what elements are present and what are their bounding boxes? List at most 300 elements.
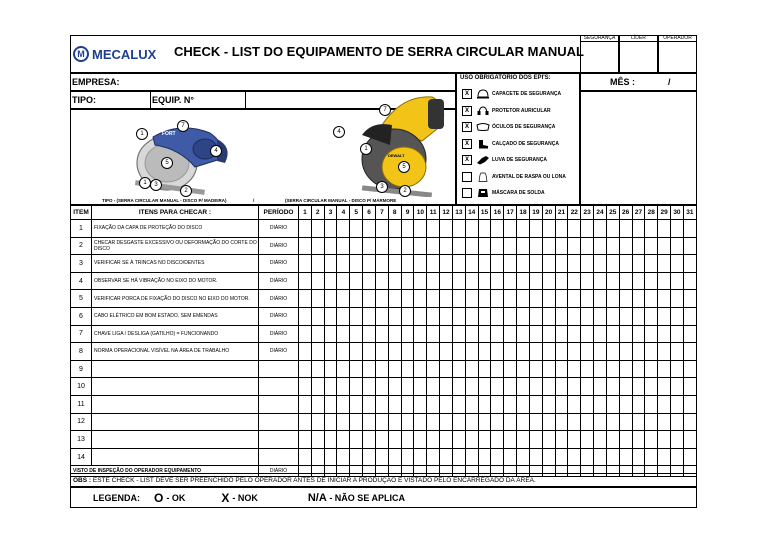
day-check-cell[interactable] <box>311 307 324 325</box>
day-check-cell[interactable] <box>478 220 491 238</box>
day-check-cell[interactable] <box>542 307 555 325</box>
day-check-cell[interactable] <box>363 395 376 413</box>
day-check-cell[interactable] <box>350 413 363 431</box>
day-check-cell[interactable] <box>375 378 388 396</box>
day-check-cell[interactable] <box>452 378 465 396</box>
day-check-cell[interactable] <box>324 290 337 308</box>
day-check-cell[interactable] <box>517 378 530 396</box>
day-check-cell[interactable] <box>542 448 555 466</box>
day-check-cell[interactable] <box>645 272 658 290</box>
epi-check-goggles[interactable]: X <box>462 122 472 132</box>
day-check-cell[interactable] <box>671 413 684 431</box>
day-check-cell[interactable] <box>658 431 671 449</box>
day-check-cell[interactable] <box>542 272 555 290</box>
day-check-cell[interactable] <box>504 431 517 449</box>
day-check-cell[interactable] <box>683 395 696 413</box>
day-check-cell[interactable] <box>427 272 440 290</box>
day-check-cell[interactable] <box>311 431 324 449</box>
day-check-cell[interactable] <box>632 413 645 431</box>
day-check-cell[interactable] <box>658 343 671 361</box>
day-check-cell[interactable] <box>363 255 376 273</box>
day-check-cell[interactable] <box>658 360 671 378</box>
day-check-cell[interactable] <box>363 272 376 290</box>
day-check-cell[interactable] <box>491 255 504 273</box>
day-check-cell[interactable] <box>414 413 427 431</box>
day-check-cell[interactable] <box>581 395 594 413</box>
day-check-cell[interactable] <box>388 431 401 449</box>
day-check-cell[interactable] <box>401 395 414 413</box>
day-check-cell[interactable] <box>440 290 453 308</box>
day-check-cell[interactable] <box>594 325 607 343</box>
day-check-cell[interactable] <box>375 220 388 238</box>
day-check-cell[interactable] <box>683 413 696 431</box>
day-check-cell[interactable] <box>683 290 696 308</box>
day-check-cell[interactable] <box>517 395 530 413</box>
day-check-cell[interactable] <box>452 325 465 343</box>
day-check-cell[interactable] <box>299 237 312 255</box>
day-check-cell[interactable] <box>491 395 504 413</box>
day-check-cell[interactable] <box>388 378 401 396</box>
day-check-cell[interactable] <box>594 220 607 238</box>
day-check-cell[interactable] <box>581 272 594 290</box>
day-check-cell[interactable] <box>517 343 530 361</box>
day-check-cell[interactable] <box>504 343 517 361</box>
day-check-cell[interactable] <box>658 395 671 413</box>
day-check-cell[interactable] <box>658 378 671 396</box>
day-check-cell[interactable] <box>427 448 440 466</box>
day-check-cell[interactable] <box>337 237 350 255</box>
day-check-cell[interactable] <box>491 431 504 449</box>
day-check-cell[interactable] <box>388 237 401 255</box>
day-check-cell[interactable] <box>440 413 453 431</box>
day-check-cell[interactable] <box>542 325 555 343</box>
day-check-cell[interactable] <box>491 290 504 308</box>
day-check-cell[interactable] <box>350 360 363 378</box>
day-check-cell[interactable] <box>414 395 427 413</box>
day-check-cell[interactable] <box>465 220 478 238</box>
day-check-cell[interactable] <box>363 237 376 255</box>
day-check-cell[interactable] <box>491 413 504 431</box>
day-check-cell[interactable] <box>555 413 568 431</box>
day-check-cell[interactable] <box>619 272 632 290</box>
day-check-cell[interactable] <box>427 395 440 413</box>
day-check-cell[interactable] <box>555 431 568 449</box>
day-check-cell[interactable] <box>337 220 350 238</box>
day-check-cell[interactable] <box>388 395 401 413</box>
day-check-cell[interactable] <box>581 343 594 361</box>
day-check-cell[interactable] <box>658 220 671 238</box>
day-check-cell[interactable] <box>452 431 465 449</box>
day-check-cell[interactable] <box>619 360 632 378</box>
day-check-cell[interactable] <box>529 448 542 466</box>
day-check-cell[interactable] <box>594 307 607 325</box>
day-check-cell[interactable] <box>414 255 427 273</box>
day-check-cell[interactable] <box>311 448 324 466</box>
day-check-cell[interactable] <box>324 220 337 238</box>
day-check-cell[interactable] <box>478 378 491 396</box>
day-check-cell[interactable] <box>427 360 440 378</box>
epi-check-apron[interactable] <box>462 172 472 182</box>
day-check-cell[interactable] <box>440 220 453 238</box>
day-check-cell[interactable] <box>401 413 414 431</box>
day-check-cell[interactable] <box>645 290 658 308</box>
day-check-cell[interactable] <box>581 220 594 238</box>
day-check-cell[interactable] <box>478 272 491 290</box>
day-check-cell[interactable] <box>632 343 645 361</box>
day-check-cell[interactable] <box>375 431 388 449</box>
day-check-cell[interactable] <box>555 290 568 308</box>
day-check-cell[interactable] <box>632 378 645 396</box>
day-check-cell[interactable] <box>440 378 453 396</box>
day-check-cell[interactable] <box>350 237 363 255</box>
day-check-cell[interactable] <box>363 307 376 325</box>
day-check-cell[interactable] <box>671 395 684 413</box>
day-check-cell[interactable] <box>311 290 324 308</box>
day-check-cell[interactable] <box>594 431 607 449</box>
day-check-cell[interactable] <box>529 237 542 255</box>
day-check-cell[interactable] <box>311 255 324 273</box>
day-check-cell[interactable] <box>478 255 491 273</box>
day-check-cell[interactable] <box>606 431 619 449</box>
day-check-cell[interactable] <box>555 395 568 413</box>
day-check-cell[interactable] <box>619 378 632 396</box>
day-check-cell[interactable] <box>427 378 440 396</box>
day-check-cell[interactable] <box>683 448 696 466</box>
day-check-cell[interactable] <box>311 325 324 343</box>
day-check-cell[interactable] <box>299 307 312 325</box>
day-check-cell[interactable] <box>581 325 594 343</box>
day-check-cell[interactable] <box>671 343 684 361</box>
day-check-cell[interactable] <box>414 220 427 238</box>
day-check-cell[interactable] <box>427 413 440 431</box>
day-check-cell[interactable] <box>594 290 607 308</box>
day-check-cell[interactable] <box>606 237 619 255</box>
day-check-cell[interactable] <box>427 255 440 273</box>
day-check-cell[interactable] <box>671 272 684 290</box>
day-check-cell[interactable] <box>324 307 337 325</box>
day-check-cell[interactable] <box>324 431 337 449</box>
day-check-cell[interactable] <box>375 448 388 466</box>
day-check-cell[interactable] <box>542 220 555 238</box>
day-check-cell[interactable] <box>529 395 542 413</box>
day-check-cell[interactable] <box>478 325 491 343</box>
day-check-cell[interactable] <box>504 290 517 308</box>
day-check-cell[interactable] <box>324 448 337 466</box>
day-check-cell[interactable] <box>683 255 696 273</box>
day-check-cell[interactable] <box>311 220 324 238</box>
day-check-cell[interactable] <box>594 360 607 378</box>
day-check-cell[interactable] <box>568 448 581 466</box>
day-check-cell[interactable] <box>517 237 530 255</box>
day-check-cell[interactable] <box>299 431 312 449</box>
day-check-cell[interactable] <box>568 378 581 396</box>
day-check-cell[interactable] <box>299 290 312 308</box>
day-check-cell[interactable] <box>491 378 504 396</box>
day-check-cell[interactable] <box>414 343 427 361</box>
day-check-cell[interactable] <box>311 272 324 290</box>
day-check-cell[interactable] <box>504 307 517 325</box>
day-check-cell[interactable] <box>452 220 465 238</box>
day-check-cell[interactable] <box>517 255 530 273</box>
day-check-cell[interactable] <box>350 448 363 466</box>
mes-field[interactable] <box>580 73 697 91</box>
day-check-cell[interactable] <box>299 272 312 290</box>
day-check-cell[interactable] <box>337 307 350 325</box>
day-check-cell[interactable] <box>529 220 542 238</box>
day-check-cell[interactable] <box>529 307 542 325</box>
day-check-cell[interactable] <box>568 272 581 290</box>
day-check-cell[interactable] <box>517 325 530 343</box>
day-check-cell[interactable] <box>324 378 337 396</box>
day-check-cell[interactable] <box>529 290 542 308</box>
day-check-cell[interactable] <box>632 220 645 238</box>
day-check-cell[interactable] <box>606 272 619 290</box>
day-check-cell[interactable] <box>465 272 478 290</box>
day-check-cell[interactable] <box>388 360 401 378</box>
day-check-cell[interactable] <box>632 360 645 378</box>
day-check-cell[interactable] <box>452 237 465 255</box>
day-check-cell[interactable] <box>671 290 684 308</box>
day-check-cell[interactable] <box>606 378 619 396</box>
day-check-cell[interactable] <box>324 395 337 413</box>
day-check-cell[interactable] <box>683 307 696 325</box>
day-check-cell[interactable] <box>542 395 555 413</box>
day-check-cell[interactable] <box>645 237 658 255</box>
day-check-cell[interactable] <box>440 272 453 290</box>
day-check-cell[interactable] <box>645 220 658 238</box>
day-check-cell[interactable] <box>671 307 684 325</box>
day-check-cell[interactable] <box>324 237 337 255</box>
day-check-cell[interactable] <box>375 290 388 308</box>
day-check-cell[interactable] <box>645 307 658 325</box>
day-check-cell[interactable] <box>375 360 388 378</box>
day-check-cell[interactable] <box>440 307 453 325</box>
day-check-cell[interactable] <box>350 431 363 449</box>
day-check-cell[interactable] <box>671 237 684 255</box>
day-check-cell[interactable] <box>645 431 658 449</box>
day-check-cell[interactable] <box>363 448 376 466</box>
day-check-cell[interactable] <box>581 413 594 431</box>
day-check-cell[interactable] <box>619 431 632 449</box>
day-check-cell[interactable] <box>375 413 388 431</box>
day-check-cell[interactable] <box>375 237 388 255</box>
day-check-cell[interactable] <box>542 413 555 431</box>
day-check-cell[interactable] <box>452 255 465 273</box>
day-check-cell[interactable] <box>337 343 350 361</box>
day-check-cell[interactable] <box>491 448 504 466</box>
day-check-cell[interactable] <box>478 290 491 308</box>
day-check-cell[interactable] <box>388 255 401 273</box>
day-check-cell[interactable] <box>414 431 427 449</box>
day-check-cell[interactable] <box>671 448 684 466</box>
day-check-cell[interactable] <box>555 307 568 325</box>
day-check-cell[interactable] <box>606 325 619 343</box>
day-check-cell[interactable] <box>542 431 555 449</box>
day-check-cell[interactable] <box>452 290 465 308</box>
day-check-cell[interactable] <box>452 413 465 431</box>
day-check-cell[interactable] <box>568 307 581 325</box>
day-check-cell[interactable] <box>581 378 594 396</box>
day-check-cell[interactable] <box>491 360 504 378</box>
day-check-cell[interactable] <box>337 448 350 466</box>
day-check-cell[interactable] <box>337 395 350 413</box>
day-check-cell[interactable] <box>324 413 337 431</box>
day-check-cell[interactable] <box>568 237 581 255</box>
day-check-cell[interactable] <box>414 307 427 325</box>
day-check-cell[interactable] <box>350 343 363 361</box>
day-check-cell[interactable] <box>529 431 542 449</box>
day-check-cell[interactable] <box>517 290 530 308</box>
day-check-cell[interactable] <box>632 325 645 343</box>
day-check-cell[interactable] <box>311 413 324 431</box>
day-check-cell[interactable] <box>529 255 542 273</box>
day-check-cell[interactable] <box>683 431 696 449</box>
day-check-cell[interactable] <box>427 325 440 343</box>
day-check-cell[interactable] <box>414 378 427 396</box>
day-check-cell[interactable] <box>683 343 696 361</box>
day-check-cell[interactable] <box>619 220 632 238</box>
day-check-cell[interactable] <box>311 395 324 413</box>
day-check-cell[interactable] <box>465 448 478 466</box>
day-check-cell[interactable] <box>594 378 607 396</box>
day-check-cell[interactable] <box>427 343 440 361</box>
day-check-cell[interactable] <box>478 360 491 378</box>
day-check-cell[interactable] <box>517 307 530 325</box>
day-check-cell[interactable] <box>401 431 414 449</box>
day-check-cell[interactable] <box>427 290 440 308</box>
day-check-cell[interactable] <box>619 343 632 361</box>
day-check-cell[interactable] <box>619 237 632 255</box>
day-check-cell[interactable] <box>465 343 478 361</box>
day-check-cell[interactable] <box>311 360 324 378</box>
day-check-cell[interactable] <box>401 325 414 343</box>
day-check-cell[interactable] <box>658 272 671 290</box>
day-check-cell[interactable] <box>658 307 671 325</box>
day-check-cell[interactable] <box>555 220 568 238</box>
day-check-cell[interactable] <box>440 255 453 273</box>
day-check-cell[interactable] <box>542 360 555 378</box>
day-check-cell[interactable] <box>632 255 645 273</box>
day-check-cell[interactable] <box>350 395 363 413</box>
day-check-cell[interactable] <box>594 395 607 413</box>
day-check-cell[interactable] <box>491 307 504 325</box>
day-check-cell[interactable] <box>363 220 376 238</box>
day-check-cell[interactable] <box>337 378 350 396</box>
day-check-cell[interactable] <box>375 272 388 290</box>
day-check-cell[interactable] <box>478 237 491 255</box>
day-check-cell[interactable] <box>619 448 632 466</box>
day-check-cell[interactable] <box>401 307 414 325</box>
day-check-cell[interactable] <box>401 378 414 396</box>
day-check-cell[interactable] <box>401 290 414 308</box>
day-check-cell[interactable] <box>414 272 427 290</box>
day-check-cell[interactable] <box>568 431 581 449</box>
day-check-cell[interactable] <box>606 255 619 273</box>
day-check-cell[interactable] <box>632 237 645 255</box>
day-check-cell[interactable] <box>324 255 337 273</box>
day-check-cell[interactable] <box>504 378 517 396</box>
day-check-cell[interactable] <box>452 307 465 325</box>
epi-check-mask[interactable] <box>462 188 472 198</box>
day-check-cell[interactable] <box>299 448 312 466</box>
day-check-cell[interactable] <box>581 290 594 308</box>
day-check-cell[interactable] <box>504 237 517 255</box>
day-check-cell[interactable] <box>465 307 478 325</box>
day-check-cell[interactable] <box>658 237 671 255</box>
day-check-cell[interactable] <box>337 413 350 431</box>
day-check-cell[interactable] <box>542 343 555 361</box>
day-check-cell[interactable] <box>517 272 530 290</box>
day-check-cell[interactable] <box>440 343 453 361</box>
day-check-cell[interactable] <box>465 290 478 308</box>
day-check-cell[interactable] <box>645 343 658 361</box>
day-check-cell[interactable] <box>363 343 376 361</box>
day-check-cell[interactable] <box>337 255 350 273</box>
day-check-cell[interactable] <box>683 272 696 290</box>
day-check-cell[interactable] <box>671 220 684 238</box>
day-check-cell[interactable] <box>645 395 658 413</box>
day-check-cell[interactable] <box>401 272 414 290</box>
day-check-cell[interactable] <box>658 290 671 308</box>
day-check-cell[interactable] <box>517 360 530 378</box>
day-check-cell[interactable] <box>581 237 594 255</box>
day-check-cell[interactable] <box>645 378 658 396</box>
day-check-cell[interactable] <box>542 378 555 396</box>
day-check-cell[interactable] <box>683 237 696 255</box>
day-check-cell[interactable] <box>504 325 517 343</box>
day-check-cell[interactable] <box>427 431 440 449</box>
day-check-cell[interactable] <box>683 220 696 238</box>
day-check-cell[interactable] <box>414 290 427 308</box>
day-check-cell[interactable] <box>491 325 504 343</box>
day-check-cell[interactable] <box>619 413 632 431</box>
day-check-cell[interactable] <box>363 360 376 378</box>
day-check-cell[interactable] <box>401 220 414 238</box>
day-check-cell[interactable] <box>465 395 478 413</box>
day-check-cell[interactable] <box>388 413 401 431</box>
day-check-cell[interactable] <box>658 255 671 273</box>
day-check-cell[interactable] <box>504 360 517 378</box>
day-check-cell[interactable] <box>581 431 594 449</box>
day-check-cell[interactable] <box>568 325 581 343</box>
day-check-cell[interactable] <box>363 431 376 449</box>
day-check-cell[interactable] <box>491 220 504 238</box>
day-check-cell[interactable] <box>401 237 414 255</box>
day-check-cell[interactable] <box>299 255 312 273</box>
day-check-cell[interactable] <box>568 290 581 308</box>
day-check-cell[interactable] <box>401 255 414 273</box>
day-check-cell[interactable] <box>504 220 517 238</box>
day-check-cell[interactable] <box>632 307 645 325</box>
day-check-cell[interactable] <box>299 413 312 431</box>
day-check-cell[interactable] <box>542 237 555 255</box>
day-check-cell[interactable] <box>375 395 388 413</box>
day-check-cell[interactable] <box>658 325 671 343</box>
day-check-cell[interactable] <box>337 360 350 378</box>
epi-check-glove[interactable]: X <box>462 155 472 165</box>
epi-check-helmet[interactable]: X <box>462 89 472 99</box>
day-check-cell[interactable] <box>491 343 504 361</box>
day-check-cell[interactable] <box>375 343 388 361</box>
day-check-cell[interactable] <box>529 360 542 378</box>
day-check-cell[interactable] <box>388 290 401 308</box>
day-check-cell[interactable] <box>517 448 530 466</box>
day-check-cell[interactable] <box>568 360 581 378</box>
day-check-cell[interactable] <box>594 413 607 431</box>
day-check-cell[interactable] <box>311 378 324 396</box>
day-check-cell[interactable] <box>619 395 632 413</box>
day-check-cell[interactable] <box>568 220 581 238</box>
